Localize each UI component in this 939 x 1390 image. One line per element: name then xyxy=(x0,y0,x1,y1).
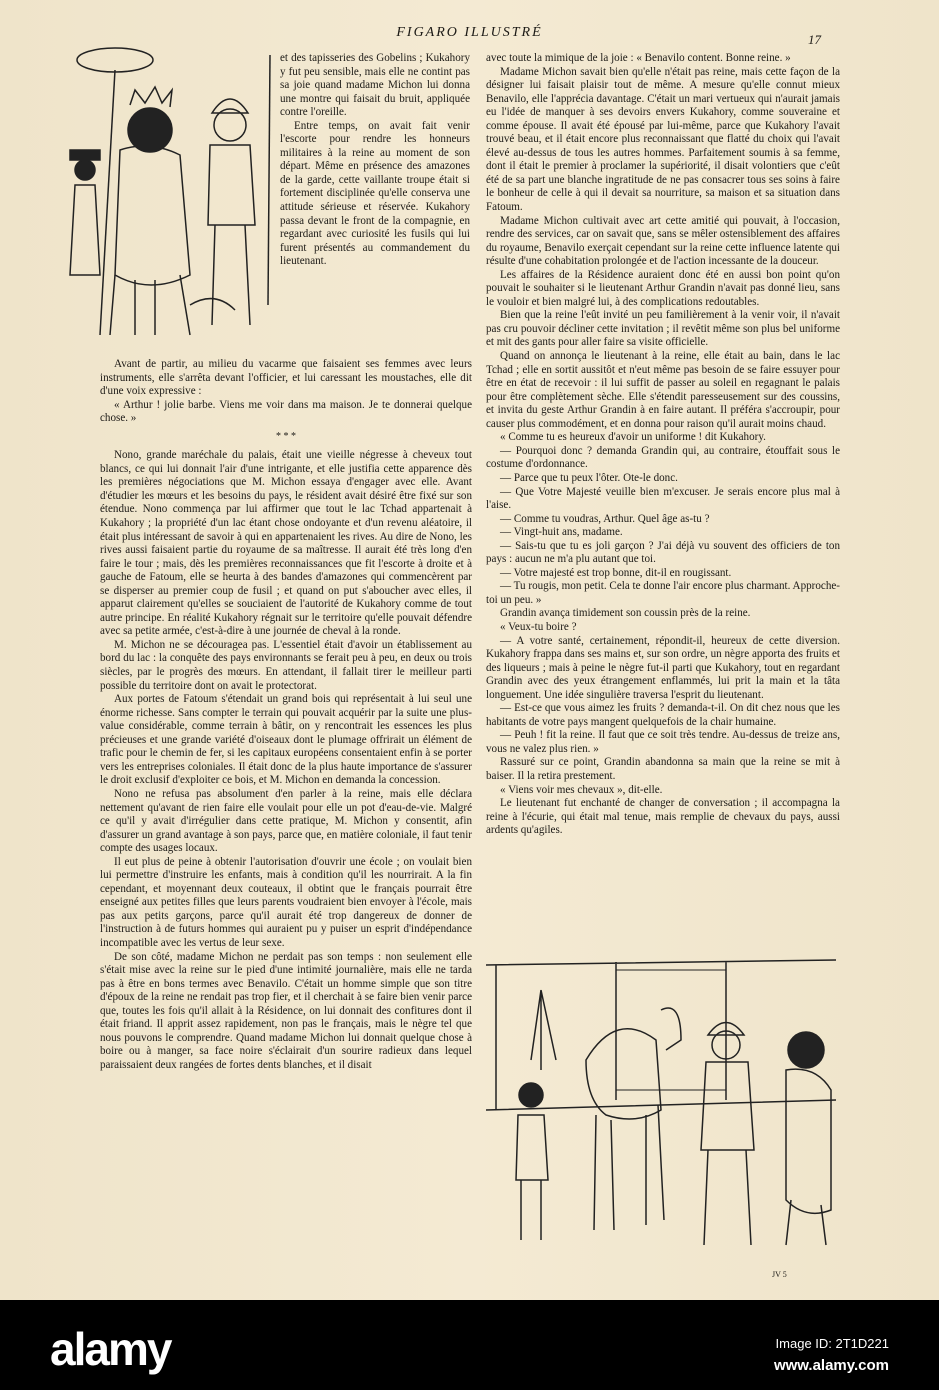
paragraph: — Peuh ! fit la reine. Il faut que ce soit très tendre. Au-dessus de treize ans, vous ne valez plus rien. » xyxy=(486,729,840,755)
paragraph: Avant de partir, au milieu du vacarme que faisaient ses femmes avec leurs instruments, elle s'arrêta devant l'officier, et lui caressant les moustaches, elle dit d'une voix expressive : xyxy=(100,358,472,398)
paragraph: — Comme tu voudras, Arthur. Quel âge as-tu ? xyxy=(500,512,710,525)
illustration-queen-officer xyxy=(40,45,280,345)
image-info xyxy=(774,1333,889,1377)
paragraph: Madame Michon cultivait avec art cette amitié qui pouvait, à l'occasion, rendre des services, car on savait que, sans se mêler ostensiblement des affaires du royaume, Benavilo exerçait cependant sur la reine cette influence latente qui résulte d'une cohabitation prolongée et de l'action incessante de la douceur. xyxy=(486,214,840,268)
paragraph: Nono ne refusa pas absolument d'en parler à la reine, mais elle déclara nettement qu'avant de rien faire elle voulait pour elle un pot d'eau-de-vie. Malgré ce qu'il y avait d'irrégulier dans cette pratique, M. Michon y consentit, afin d'assurer un grand avantage à son pays, parce que, en matière coloniale, il faut tenir compte des usages locaux. xyxy=(100,787,472,855)
paragraph: — Est-ce que vous aimez les fruits ? demanda-t-il. On dit chez nous que les habitants de votre pays mangent quelquefois de la chair humaine. xyxy=(486,702,840,728)
paragraph: Nono, grande maréchale du palais, était une vieille négresse à cheveux tout blancs, ce qui lui donnait l'air d'une intrigante, et elle justifia cette apparence dès les premières négociations que M. Michon essaya d'engager avec elle. Avant d'étudier les mœurs et les besoins du pays, le résident avait désiré être fixé sur son étendue. Nono commença par lui affirmer que tout le lac Tchad appartenait à Kukahory ; la propriété d'un lac étant chose ondoyante et d'un revenu aléatoire, il était plus intéressant de savoir à qui en appartenaient les rives. Au dire de Nono, les rives aussi faisaient partie du royaume de sa maîtresse. Il aurait été très long d'en faire le tour ; mais, dès les premières reconnaissances que fit l'escorte à droite et à gauche de Fatoum, elle se heurta à des bandes d'amazones qui commencèrent par se disperser au premier coup de fusil ; et quand on put s'aboucher avec elles, il apparut clairement qu'elles se souciaient de l'autorité de Kukahory comme de tout autre principe. En réalité Kukahory régnait sur le territoire qu'elle pouvait défendre avec sa petite armée, c'est-à-dire à une journée de cheval à la ronde. xyxy=(100,449,472,638)
page-number: 17 xyxy=(808,32,821,47)
page-header: FIGARO ILLUSTRÉ xyxy=(396,25,543,40)
alamy-logo: alamy xyxy=(50,1323,171,1375)
paragraph: — Sais-tu que tu es joli garçon ? J'ai déjà vu souvent des officiers de ton pays : aucun ne m'a plu autant que toi. xyxy=(486,539,840,566)
paragraph: — Votre majesté est trop bonne, dit-il en rougissant. xyxy=(500,566,732,579)
paragraph: Bien que la reine l'eût invité un peu familièrement à la venir voir, il n'avait pas cru pouvoir décliner cette invitation ; il revêtit même son plus bel uniforme et mit des gants pour aller faire sa visite officielle. xyxy=(486,309,840,349)
paragraph: « Comme tu es heureux d'avoir un uniforme ! dit Kukahory. xyxy=(500,431,766,444)
paragraph: M. Michon ne se découragea pas. L'essentiel était d'avoir un établissement au bord du lac : la conquête des pays environnants se ferait peu à peu, en deux ou trois siècles, par le progrès des mœurs. En attendant, il fallait tirer le meilleur parti possible du territoire dont on avait le protectorat. xyxy=(100,638,472,692)
right-column-text xyxy=(486,52,840,838)
paragraph: — Vingt-huit ans, madame. xyxy=(500,526,623,539)
paragraph: — Parce que tu peux l'ôter. Ote-le donc. xyxy=(500,471,678,484)
illustration-stable-scene xyxy=(486,950,836,1250)
paragraph: Le lieutenant fut enchanté de changer de conversation ; il accompagna la reine à l'écurie, qui était mal tenue, mais remplie de chevaux du pays, aussi ardents qu'agiles. xyxy=(486,797,840,837)
paragraph: « Viens voir mes chevaux », dit-elle. xyxy=(500,783,663,796)
paragraph: Rassuré sur ce point, Grandin abandonna sa main que la reine se mit à baiser. Il la retira prestement. xyxy=(486,756,840,782)
paragraph: Quand on annonça le lieutenant à la reine, elle était au bain, dans le lac Tchad ; elle en sortit aussitôt et n'eut même pas besoin de se faire essuyer pour être en état de recevoir : il lui suffit de passer au soleil en regagnant le palais pour être complètement sèche. Elle s'étendit paresseusement sur des coussins, et invita du geste Arthur Grandin à en faire autant. Il préféra s'accroupir, pour causer plus commodément, et en donna pour raison qu'il aurait moins chaud. xyxy=(486,350,840,430)
image-id: Image ID: 2T1D221 xyxy=(775,1336,889,1351)
paragraph: De son côté, madame Michon ne perdait pas son temps : non seulement elle s'était mise avec la reine sur le pied d'une intimité journalière, mais elle ne tarda pas à être en bons termes avec Benavilo. C'était un homme simple que son titre d'époux de la reine ne rendait pas trop fier, et il cherchait à se faire bien venir parce que, toutes les fois qu'il allait à la Résidence, on lui donnait des confitures dont il était friand. Il apprit assez rapidement, non pas le français, mais le nègre tel que nous pouvons le comprendre. Quand madame Michon lui donnait quelque chose à boire ou à manger, sa face noire s'éclairait d'un sourire radieux dans lequel paraissaient deux rangées de fortes dents blanches, et il disait xyxy=(100,950,472,1071)
paragraph: et des tapisseries des Gobelins ; Kukahory y fut peu sensible, mais elle ne contint pas sa joie quand madame Michon lui donna une montre qui faisait du bruit, appliquée contre l'oreille. xyxy=(280,52,470,119)
paragraph: Aux portes de Fatoum s'étendait un grand bois qui représentait à lui seul une énorme richesse. Sans compter le terrain qui pouvait acquérir par la suite une plus-value considérable, comme terrain à bâtir, on y rencontrait les essences les plus précieuses et une grande variété d'oiseaux dont le plumage offrirait un élément de trafic pour le chemin de fer, si les capitaux européens consentaient enfin à se porter vers les entreprises coloniales. Il était donc de la plus haute importance de s'assurer le droit exclusif d'exploiter ce bois, et M. Michon en demanda la concession. xyxy=(100,693,472,787)
paragraph: Madame Michon savait bien qu'elle n'était pas reine, mais cette façon de la désigner lui faisait plaisir tout de même. A mesure qu'elle connut mieux Benavilo, elle l'apprécia davantage. C'était un mari vertueux qui n'aurait jamais eu l'idée de manquer à ses devoirs envers Kukahory, comme souveraine et comme épouse. Il avait été épousé par lui-même, parce que Kukahory l'avait trouvé beau, et il était encore plus reconnaissant que flatté du choix qui l'avait élevé au-dessus de tous les autres hommes. Parfaitement soumis à sa femme, dont il était le premier à proclamer la supériorité, il disait volontiers que c'eût été de sa part une blanche ingratitude de ne pas consacrer tous ses soins à faire le bonheur de celle à qui il devait sa nourriture, sa maison et sa situation dans Fatoum. xyxy=(486,65,840,214)
paragraph: Il eut plus de peine à obtenir l'autorisation d'ouvrir une école ; on voulait bien lui permettre d'instruire les enfants, mais à condition qu'il les nourrirait. A la fin cependant, et moyennant deux couteaux, il obtint que le français pourrait être enseigné aux petites filles que leurs parents voudraient bien envoyer à l'école, mais pas aux petits garçons, parce qu'il aurait été trop dangereux de donner de l'instruction à de futurs hommes qui auraient pu y puiser un esprit d'indépendance incompatible avec les vertus de leur sexe. xyxy=(100,855,472,949)
paragraph: Les affaires de la Résidence auraient donc été en aussi bon point qu'on pouvait le souhaiter si le lieutenant Arthur Grandin n'avait pas donné lieu, sans le vouloir et bien malgré lui, à des complications redoutables. xyxy=(486,268,840,308)
paragraph: avec toute la mimique de la joie : « Benavilo content. Bonne reine. » xyxy=(486,52,791,64)
section-break: * * * xyxy=(276,430,296,442)
left-column-text xyxy=(100,358,472,1072)
illustration-signature: JV 5 xyxy=(772,1270,787,1279)
paragraph: Entre temps, on avait fait venir l'escorte pour rendre les honneurs militaires à la reine au moment de son départ. Même en présence des amazones de la garde, cette vaillante troupe était si fortement disciplinée qu'elle conserva une attitude sérieuse et réservée. Kukahory passa devant le front de la compagnie, en regardant avec curiosité les fusils qui lui furent présentés au commandement du lieutenant. xyxy=(280,119,470,268)
paragraph: — Que Votre Majesté veuille bien m'excuser. Je serais encore plus mal à l'aise. xyxy=(486,485,840,512)
paragraph: — Pourquoi donc ? demanda Grandin qui, au contraire, étouffait sous le costume d'ordonnance. xyxy=(486,444,840,471)
left-column-top-text xyxy=(280,52,470,269)
paragraph: « Arthur ! jolie barbe. Viens me voir dans ma maison. Je te donnerai quelque chose. » xyxy=(100,398,472,425)
paragraph: « Veux-tu boire ? xyxy=(500,620,577,633)
paragraph: Grandin avança timidement son coussin près de la reine. xyxy=(500,607,751,620)
paragraph: — A votre santé, certainement, répondit-il, heureux de cette diversion. Kukahory frappa dans ses mains et, sur son ordre, un nègre apporta des fruits et des liqueurs ; mais à peine le nègre fut-il parti que Kukahory, tout en regardant Grandin avec des yeux étrangement enflammés, lui prit la main et la tâta longuement. Une idée singulière traversa l'esprit du lieutenant. xyxy=(486,634,840,701)
site-url: www.alamy.com xyxy=(773,1357,889,1374)
paragraph: — Tu rougis, mon petit. Cela te donne l'air encore plus charmant. Approche-toi un peu. » xyxy=(486,580,840,606)
